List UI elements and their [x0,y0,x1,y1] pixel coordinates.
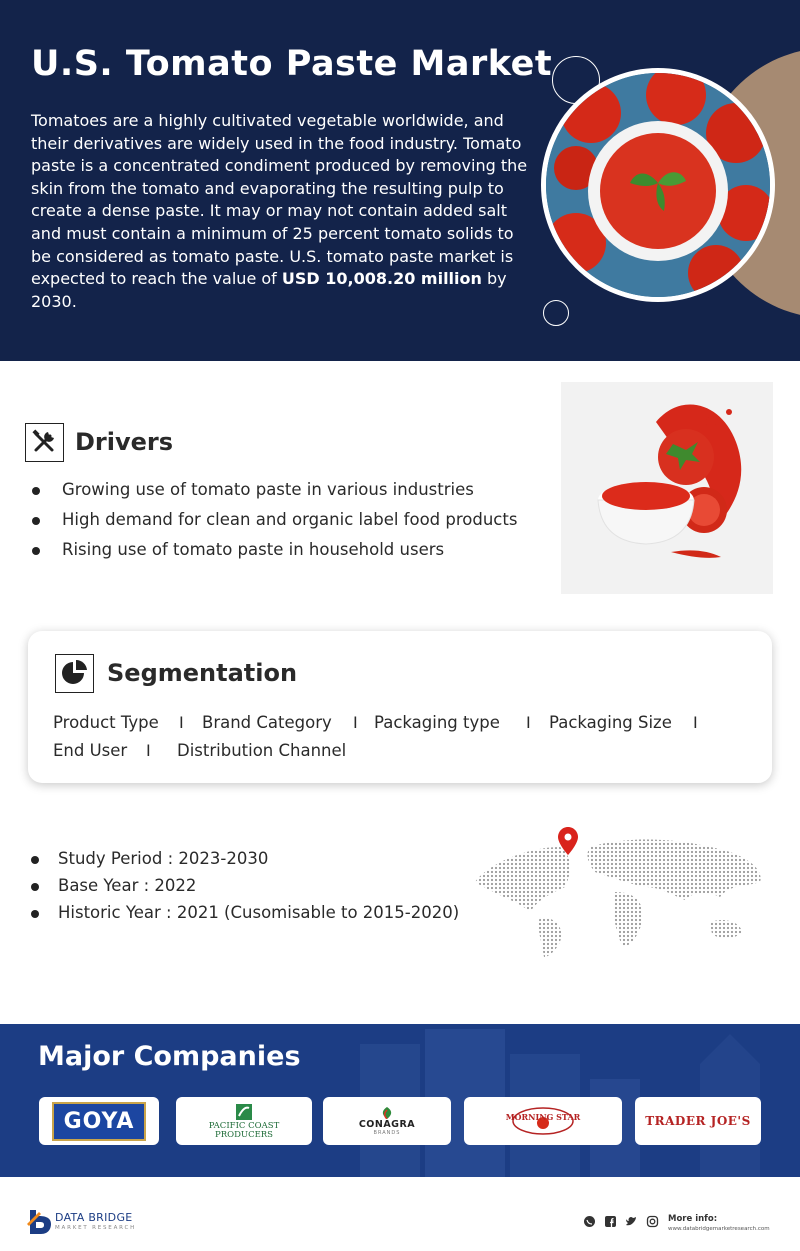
segment-separator: I [693,713,698,732]
value-suffix: by 2030. [31,269,507,311]
pie-chart-icon [55,654,94,693]
study-period: Study Period : 2023-2030 [58,849,269,868]
driver-text: High demand for clean and organic label food products [62,510,518,529]
segment-end-user: End User [53,741,128,760]
segment-packaging-type: Packaging type [374,713,500,732]
tomato-paste-bowl-photo [541,68,775,302]
segmentation-heading: Segmentation [107,659,298,687]
conagra-sub-text: BRANDS [373,1129,401,1136]
bullet-icon [31,883,39,891]
segment-product-type: Product Type [53,713,159,732]
segment-separator: I [146,741,151,760]
logo-pacific-coast-producers [176,1097,312,1145]
pacific-coast-line2: PRODUCERS [215,1130,273,1140]
logo-conagra [323,1097,451,1145]
historic-year: Historic Year : 2021 (Cusomisable to 2015-2020) [58,903,460,922]
data-bridge-logo-icon [27,1208,53,1236]
conagra-leaf-icon [378,1107,396,1119]
segment-separator: I [526,713,531,732]
facebook-icon[interactable] [604,1215,617,1228]
logo-trader-joes [635,1097,761,1145]
pacific-coast-line1: PACIFIC COAST [208,1121,280,1131]
segment-brand-category: Brand Category [202,713,332,732]
segment-separator: I [353,713,358,732]
instagram-icon[interactable] [646,1215,659,1228]
logo-morning-star [464,1097,622,1145]
market-value: USD 10,008.20 million [281,269,482,289]
pacific-coast-emblem-icon [234,1102,254,1122]
description-text: Tomatoes are a highly cultivated vegetable worldwide, and their derivatives are widely used in the food industry. Tomato paste is a concentrated condiment produced by removing the skin from the tomato and evaporating the resulting pulp to create a dense paste. It may or may not contain added salt and must contain a minimum of 25 percent tomato solids to be considered as tomato paste. U.S. tomato paste market is expected to reach the value of [31,111,528,289]
tools-icon [25,423,64,462]
decorative-ring-small [543,300,569,326]
page-title: U.S. Tomato Paste Market [31,44,553,84]
base-year: Base Year : 2022 [58,876,197,895]
segment-separator: I [179,713,184,732]
companies-heading: Major Companies [38,1041,301,1072]
market-description [31,110,536,313]
world-map-illustration [470,822,770,962]
bullet-icon [32,547,40,555]
more-info-label: More info: [668,1214,718,1224]
trader-joes-logo-text: TRADER JOE'S [645,1114,751,1128]
tomato-splash-photo [561,382,773,594]
bullet-icon [31,856,39,864]
driver-text: Growing use of tomato paste in various industries [62,480,474,499]
more-info-url[interactable]: www.databridgemarketresearch.com [668,1226,770,1232]
bullet-icon [32,517,40,525]
segment-distribution-channel: Distribution Channel [177,741,347,760]
footer-brand-sub: MARKET RESEARCH [55,1225,137,1231]
segmentation-card [28,631,772,783]
whatsapp-icon[interactable] [583,1215,596,1228]
segment-packaging-size: Packaging Size [549,713,672,732]
morning-star-logo-text: MORNING STAR [505,1112,581,1122]
hero-banner [0,0,800,361]
bullet-icon [32,487,40,495]
twitter-icon[interactable] [625,1215,638,1228]
driver-text: Rising use of tomato paste in household users [62,540,445,559]
drivers-heading: Drivers [75,428,174,456]
footer-brand: DATA BRIDGE [55,1211,133,1224]
bullet-icon [31,910,39,918]
conagra-logo-text: CONAGRA [358,1118,416,1130]
goya-logo-text: GOYA [52,1102,147,1141]
logo-goya [39,1097,159,1145]
